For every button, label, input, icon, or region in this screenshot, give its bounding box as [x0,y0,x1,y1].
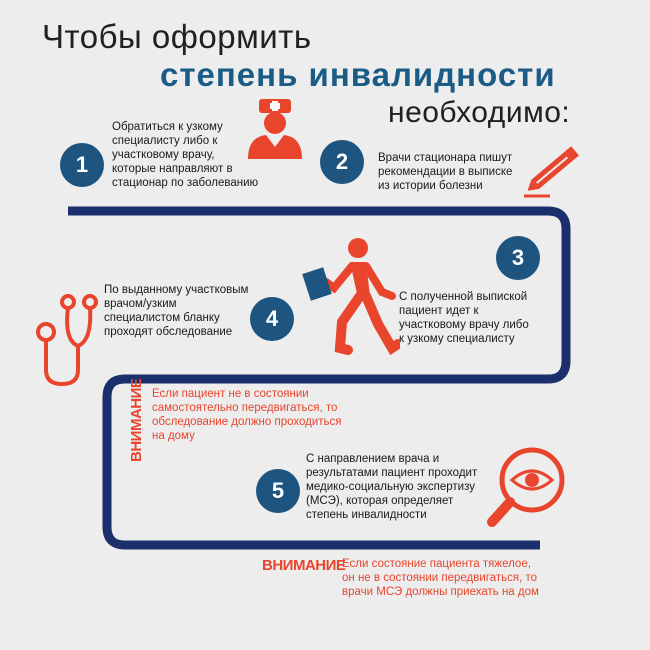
doctor-icon [240,95,310,161]
title-line-3: необходимо: [388,96,571,129]
step-4-text: По выданному участковым врачом/узким специалистом бланку проходят обследование [104,284,249,338]
step-2-number: 2 [320,140,364,184]
pen-icon [520,138,590,200]
step-4-number: 4 [250,297,294,341]
step-2-text: Врачи стационара пишут рекомендации в выписке из истории болезни [378,152,513,192]
step-3-number: 3 [496,236,540,280]
step-1-number: 1 [60,143,104,187]
warning-1-text: Если пациент не в состоянии самостоятельно передвигаться, то обследование должно проходиться на дому [152,388,342,442]
warning-1-label: ВНИМАНИЕ [128,378,145,462]
step-5-number: 5 [256,469,300,513]
title-line-1: Чтобы оформить [42,18,312,55]
title-line-2: степень инвалидности [160,56,556,93]
step-1-text: Обратиться к узкому специалисту либо к участковому врачу, которые направляют в стационар по заболеванию [112,121,259,189]
stethoscope-icon [34,290,104,390]
walking-person-icon [300,236,400,358]
step-3-text: С полученной выпиской пациент идет к участковому врачу либо к узкому специалисту [399,291,529,345]
warning-2-text: Если состояние пациента тяжелое, он не в состоянии передвигаться, то врачи МСЭ должны приехать на дом [342,558,539,598]
magnifier-eye-icon [486,444,568,528]
warning-2-label: ВНИМАНИЕ [262,557,346,574]
step-5-text: С направлением врача и результатами пациент проходит медико-социальную экспертизу (МСЭ), которая определяет степень инвалидности [306,453,478,521]
